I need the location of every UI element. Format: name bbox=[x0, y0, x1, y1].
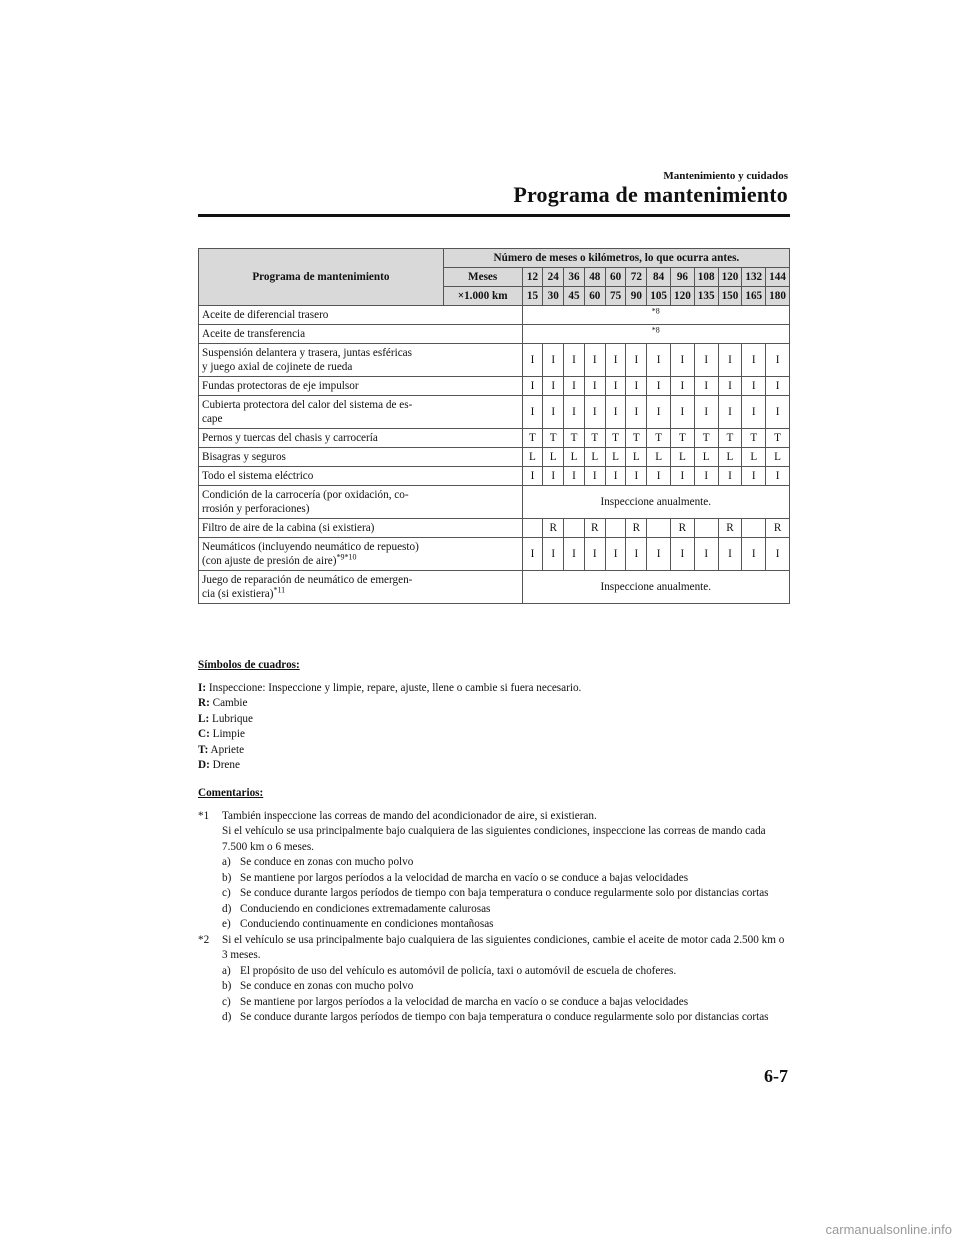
symbol-desc: Apriete bbox=[208, 743, 245, 756]
schedule-cell: I bbox=[626, 396, 647, 429]
note-subitem bbox=[222, 886, 790, 902]
schedule-cell: I bbox=[564, 538, 585, 571]
schedule-cell: T bbox=[605, 429, 626, 448]
subitem-text: Conduciendo en condiciones extremadamente calurosas bbox=[240, 902, 491, 915]
symbol-item bbox=[198, 712, 790, 728]
km-cell: 30 bbox=[543, 287, 564, 306]
schedule-cell bbox=[564, 519, 585, 538]
subitem-text: Se conduce en zonas con mucho polvo bbox=[240, 980, 414, 992]
note-subitem bbox=[222, 855, 790, 871]
note-subitem bbox=[222, 917, 790, 933]
subitem-text: Se conduce durante largos períodos de tiempo con baja temperatura o conduce regularmente solo por distancias cortas bbox=[240, 887, 769, 899]
schedule-cell: T bbox=[584, 429, 605, 448]
schedule-cell: I bbox=[564, 396, 585, 429]
schedule-cell: I bbox=[626, 344, 647, 377]
schedule-cell: I bbox=[766, 396, 790, 429]
subitem-text: Se mantiene por largos períodos a la velocidad de marcha en vacío o se conduce a bajas velocidades bbox=[240, 871, 689, 884]
schedule-cell: I bbox=[543, 377, 564, 396]
schedule-cell: I bbox=[766, 377, 790, 396]
schedule-cell: L bbox=[605, 448, 626, 467]
schedule-cell: T bbox=[647, 429, 671, 448]
schedule-cell: T bbox=[694, 429, 718, 448]
row-label-line1: Bisagras y seguros bbox=[202, 451, 286, 463]
schedule-cell: I bbox=[766, 344, 790, 377]
subitem-text: Conduciendo continuamente en condiciones montañosas bbox=[240, 918, 494, 930]
schedule-cell: I bbox=[564, 377, 585, 396]
symbols-section bbox=[198, 658, 790, 774]
schedule-cell: I bbox=[584, 344, 605, 377]
subitem-text: El propósito de uso del vehículo es automóvil de policía, taxi o automóvil de escuela de choferes. bbox=[240, 964, 677, 977]
month-cell: 108 bbox=[694, 268, 718, 287]
schedule-cell: I bbox=[718, 467, 742, 486]
table-header-row bbox=[199, 249, 790, 268]
subitem-letter: d) bbox=[222, 902, 232, 915]
km-cell: 105 bbox=[647, 287, 671, 306]
schedule-cell: I bbox=[742, 377, 766, 396]
schedule-cell: I bbox=[584, 396, 605, 429]
schedule-cell: I bbox=[584, 467, 605, 486]
schedule-cell: I bbox=[626, 377, 647, 396]
page-number: 6-7 bbox=[764, 1066, 788, 1086]
schedule-cell: L bbox=[671, 448, 695, 467]
schedule-cell: I bbox=[522, 344, 543, 377]
section-header: Mantenimiento y cuidados bbox=[663, 170, 788, 182]
table-row bbox=[199, 486, 790, 519]
km-cell: 165 bbox=[742, 287, 766, 306]
note-subitem bbox=[222, 1010, 790, 1026]
note-text: Si el vehículo se usa principalmente bajo cualquiera de las siguientes condiciones, inspeccione las correas de mando cada 7.500 km o 6 meses. bbox=[222, 825, 766, 853]
km-label: ×1.000 km bbox=[443, 287, 522, 306]
schedule-cell: T bbox=[564, 429, 585, 448]
row-label bbox=[199, 306, 523, 325]
comment-note bbox=[198, 809, 790, 933]
km-cell: 75 bbox=[605, 287, 626, 306]
row-label bbox=[199, 467, 523, 486]
subitem-letter: d) bbox=[222, 1011, 232, 1023]
subitem-letter: a) bbox=[222, 856, 231, 868]
note-number: *1 bbox=[198, 809, 210, 822]
schedule-cell: I bbox=[605, 344, 626, 377]
schedule-cell: L bbox=[694, 448, 718, 467]
schedule-cell: L bbox=[584, 448, 605, 467]
schedule-cell: I bbox=[671, 377, 695, 396]
month-cell: 84 bbox=[647, 268, 671, 287]
months-label: Meses bbox=[443, 268, 522, 287]
maintenance-table bbox=[198, 248, 790, 604]
schedule-cell: I bbox=[766, 467, 790, 486]
symbol-key: L: bbox=[198, 712, 210, 725]
schedule-cell: I bbox=[605, 377, 626, 396]
span-cell: Inspeccione anualmente. bbox=[522, 486, 789, 519]
schedule-cell: I bbox=[694, 377, 718, 396]
symbol-item bbox=[198, 743, 790, 759]
schedule-cell: I bbox=[647, 377, 671, 396]
table-row bbox=[199, 377, 790, 396]
schedule-cell: I bbox=[742, 467, 766, 486]
symbol-desc: Lubrique bbox=[209, 712, 253, 725]
schedule-cell: T bbox=[671, 429, 695, 448]
schedule-cell: L bbox=[647, 448, 671, 467]
table-row bbox=[199, 429, 790, 448]
km-cell: 150 bbox=[718, 287, 742, 306]
month-cell: 12 bbox=[522, 268, 543, 287]
span-cell bbox=[522, 325, 789, 344]
schedule-cell: I bbox=[742, 344, 766, 377]
schedule-cell: I bbox=[522, 377, 543, 396]
month-cell: 132 bbox=[742, 268, 766, 287]
subitem-letter: c) bbox=[222, 887, 231, 899]
subitem-letter: a) bbox=[222, 964, 231, 977]
symbol-desc: Limpie bbox=[209, 728, 245, 740]
month-cell: 72 bbox=[626, 268, 647, 287]
schedule-cell: I bbox=[742, 538, 766, 571]
row-label-line1: Juego de reparación de neumático de emergen- bbox=[202, 574, 413, 586]
schedule-cell: I bbox=[564, 467, 585, 486]
row-label bbox=[199, 377, 523, 396]
table-row bbox=[199, 571, 790, 604]
row-label-line1: Filtro de aire de la cabina (si existiera) bbox=[202, 522, 375, 534]
schedule-cell: I bbox=[694, 344, 718, 377]
schedule-cell: I bbox=[718, 377, 742, 396]
row-label-line2: rrosión y perforaciones) bbox=[202, 503, 310, 515]
schedule-cell: I bbox=[718, 396, 742, 429]
schedule-cell: R bbox=[543, 519, 564, 538]
km-cell: 90 bbox=[626, 287, 647, 306]
schedule-cell: L bbox=[742, 448, 766, 467]
subitem-letter: b) bbox=[222, 871, 232, 884]
row-label bbox=[199, 486, 523, 519]
schedule-cell: T bbox=[522, 429, 543, 448]
table-row bbox=[199, 306, 790, 325]
footnote-ref: *9*10 bbox=[336, 552, 357, 562]
schedule-cell: R bbox=[584, 519, 605, 538]
km-cell: 180 bbox=[766, 287, 790, 306]
note-number: *2 bbox=[198, 933, 210, 946]
row-label bbox=[199, 538, 523, 571]
table-row bbox=[199, 325, 790, 344]
schedule-cell: R bbox=[766, 519, 790, 538]
month-cell: 60 bbox=[605, 268, 626, 287]
comments-section bbox=[198, 786, 790, 1026]
schedule-cell: I bbox=[543, 396, 564, 429]
schedule-cell: I bbox=[626, 467, 647, 486]
schedule-cell: I bbox=[671, 467, 695, 486]
row-label-line2: (con ajuste de presión de aire) bbox=[202, 555, 337, 567]
table-row bbox=[199, 538, 790, 571]
schedule-cell: R bbox=[718, 519, 742, 538]
row-label bbox=[199, 396, 523, 429]
row-label-line1: Todo el sistema eléctrico bbox=[202, 470, 314, 482]
schedule-cell: I bbox=[605, 538, 626, 571]
schedule-cell: I bbox=[671, 396, 695, 429]
symbol-item bbox=[198, 758, 790, 774]
footnote-ref: *11 bbox=[273, 585, 286, 595]
symbol-key: D: bbox=[198, 759, 210, 771]
row-label bbox=[199, 448, 523, 467]
row-label bbox=[199, 429, 523, 448]
symbol-item bbox=[198, 681, 790, 697]
month-cell: 36 bbox=[564, 268, 585, 287]
header-rule bbox=[198, 214, 790, 217]
symbol-desc: Cambie bbox=[209, 697, 248, 709]
schedule-cell: I bbox=[694, 467, 718, 486]
row-label bbox=[199, 571, 523, 604]
schedule-cell: T bbox=[718, 429, 742, 448]
symbol-key: T: bbox=[198, 743, 209, 756]
row-label-line1: Aceite de transferencia bbox=[202, 328, 306, 340]
schedule-cell: I bbox=[766, 538, 790, 571]
schedule-cell: I bbox=[605, 396, 626, 429]
schedule-cell: I bbox=[543, 538, 564, 571]
row-label-line1: Pernos y tuercas del chasis y carrocería bbox=[202, 432, 378, 444]
schedule-cell bbox=[694, 519, 718, 538]
schedule-cell: L bbox=[522, 448, 543, 467]
schedule-cell: I bbox=[647, 538, 671, 571]
schedule-cell bbox=[522, 519, 543, 538]
row-label-line1: Neumáticos (incluyendo neumático de repuesto) bbox=[202, 541, 419, 553]
symbol-key: R: bbox=[198, 697, 210, 709]
schedule-cell: I bbox=[543, 467, 564, 486]
subitem-text: Se conduce durante largos períodos de tiempo con baja temperatura o conduce regularmente solo por distancias cortas bbox=[240, 1011, 769, 1023]
month-cell: 48 bbox=[584, 268, 605, 287]
km-cell: 45 bbox=[564, 287, 585, 306]
schedule-cell: I bbox=[742, 396, 766, 429]
schedule-cell: I bbox=[718, 344, 742, 377]
schedule-cell bbox=[647, 519, 671, 538]
schedule-cell: I bbox=[564, 344, 585, 377]
note-text: También inspeccione las correas de mando del acondicionador de aire, si existieran. bbox=[222, 809, 597, 822]
row-label-line1: Suspensión delantera y trasera, juntas esféricas bbox=[202, 347, 413, 359]
schedule-cell: I bbox=[626, 538, 647, 571]
month-cell: 96 bbox=[671, 268, 695, 287]
schedule-cell: I bbox=[647, 467, 671, 486]
km-cell: 120 bbox=[671, 287, 695, 306]
footnote-ref: *8 bbox=[651, 306, 660, 316]
symbols-title: Símbolos de cuadros: bbox=[198, 659, 300, 671]
schedule-cell: T bbox=[766, 429, 790, 448]
symbol-item bbox=[198, 696, 790, 712]
note-subitem bbox=[222, 871, 790, 887]
schedule-cell: I bbox=[671, 538, 695, 571]
schedule-cell: T bbox=[742, 429, 766, 448]
schedule-cell: L bbox=[564, 448, 585, 467]
schedule-cell: R bbox=[671, 519, 695, 538]
watermark: carmanualsonline.info bbox=[825, 1222, 952, 1237]
schedule-cell: I bbox=[718, 538, 742, 571]
schedule-cell bbox=[605, 519, 626, 538]
note-text: Si el vehículo se usa principalmente bajo cualquiera de las siguientes condiciones, cambie el aceite de motor cada 2.500 km o 3 meses. bbox=[222, 933, 785, 961]
row-label-line1: Condición de la carrocería (por oxidación, co- bbox=[202, 489, 409, 501]
table-row bbox=[199, 396, 790, 429]
symbol-desc: Drene bbox=[209, 759, 240, 771]
symbol-item bbox=[198, 727, 790, 743]
row-label-line1: Fundas protectoras de eje impulsor bbox=[202, 380, 359, 392]
subitem-letter: c) bbox=[222, 995, 231, 1008]
row-label bbox=[199, 519, 523, 538]
schedule-cell: T bbox=[626, 429, 647, 448]
row-label-line2: y juego axial de cojinete de rueda bbox=[202, 361, 353, 373]
schedule-cell: L bbox=[626, 448, 647, 467]
schedule-cell: I bbox=[694, 538, 718, 571]
symbol-key: I: bbox=[198, 681, 207, 694]
month-cell: 24 bbox=[543, 268, 564, 287]
symbol-desc: Inspeccione: Inspeccione y limpie, repare, ajuste, llene o cambie si fuera necesario. bbox=[206, 681, 582, 694]
comment-note bbox=[198, 933, 790, 1026]
table-row bbox=[199, 467, 790, 486]
note-subitem bbox=[222, 995, 790, 1011]
row-label-line2: cia (si existiera) bbox=[202, 588, 274, 600]
month-cell: 120 bbox=[718, 268, 742, 287]
subitem-text: Se mantiene por largos períodos a la velocidad de marcha en vacío o se conduce a bajas velocidades bbox=[240, 995, 689, 1008]
subitem-text: Se conduce en zonas con mucho polvo bbox=[240, 856, 414, 868]
row-label bbox=[199, 325, 523, 344]
subitem-letter: b) bbox=[222, 980, 232, 992]
table-row bbox=[199, 519, 790, 538]
schedule-cell: I bbox=[584, 377, 605, 396]
note-subitem bbox=[222, 964, 790, 980]
schedule-cell: I bbox=[671, 344, 695, 377]
schedule-cell: T bbox=[543, 429, 564, 448]
schedule-cell bbox=[742, 519, 766, 538]
row-label bbox=[199, 344, 523, 377]
schedule-cell: R bbox=[626, 519, 647, 538]
table-head-span: Número de meses o kilómetros, lo que ocurra antes. bbox=[443, 249, 789, 268]
schedule-cell: I bbox=[584, 538, 605, 571]
schedule-cell: I bbox=[647, 344, 671, 377]
schedule-cell: I bbox=[647, 396, 671, 429]
note-subitem bbox=[222, 902, 790, 918]
schedule-cell: I bbox=[605, 467, 626, 486]
note-subitem bbox=[222, 979, 790, 995]
symbol-key: C: bbox=[198, 728, 210, 740]
page-title: Programa de mantenimiento bbox=[513, 182, 788, 207]
row-label-line2: cape bbox=[202, 413, 223, 425]
row-label-line1: Aceite de diferencial trasero bbox=[202, 309, 329, 321]
month-cell: 144 bbox=[766, 268, 790, 287]
schedule-cell: L bbox=[766, 448, 790, 467]
subitem-letter: e) bbox=[222, 918, 231, 930]
schedule-cell: I bbox=[522, 467, 543, 486]
schedule-cell: L bbox=[543, 448, 564, 467]
schedule-cell: I bbox=[543, 344, 564, 377]
table-row bbox=[199, 448, 790, 467]
span-cell: Inspeccione anualmente. bbox=[522, 571, 789, 604]
km-cell: 135 bbox=[694, 287, 718, 306]
table-head-label: Programa de mantenimiento bbox=[199, 249, 444, 306]
schedule-cell: L bbox=[718, 448, 742, 467]
footnote-ref: *8 bbox=[651, 325, 660, 335]
schedule-cell: I bbox=[694, 396, 718, 429]
span-cell bbox=[522, 306, 789, 325]
schedule-cell: I bbox=[522, 396, 543, 429]
table-row bbox=[199, 344, 790, 377]
comments-title: Comentarios: bbox=[198, 787, 264, 799]
km-cell: 60 bbox=[584, 287, 605, 306]
km-cell: 15 bbox=[522, 287, 543, 306]
row-label-line1: Cubierta protectora del calor del sistema de es- bbox=[202, 399, 413, 411]
schedule-cell: I bbox=[522, 538, 543, 571]
